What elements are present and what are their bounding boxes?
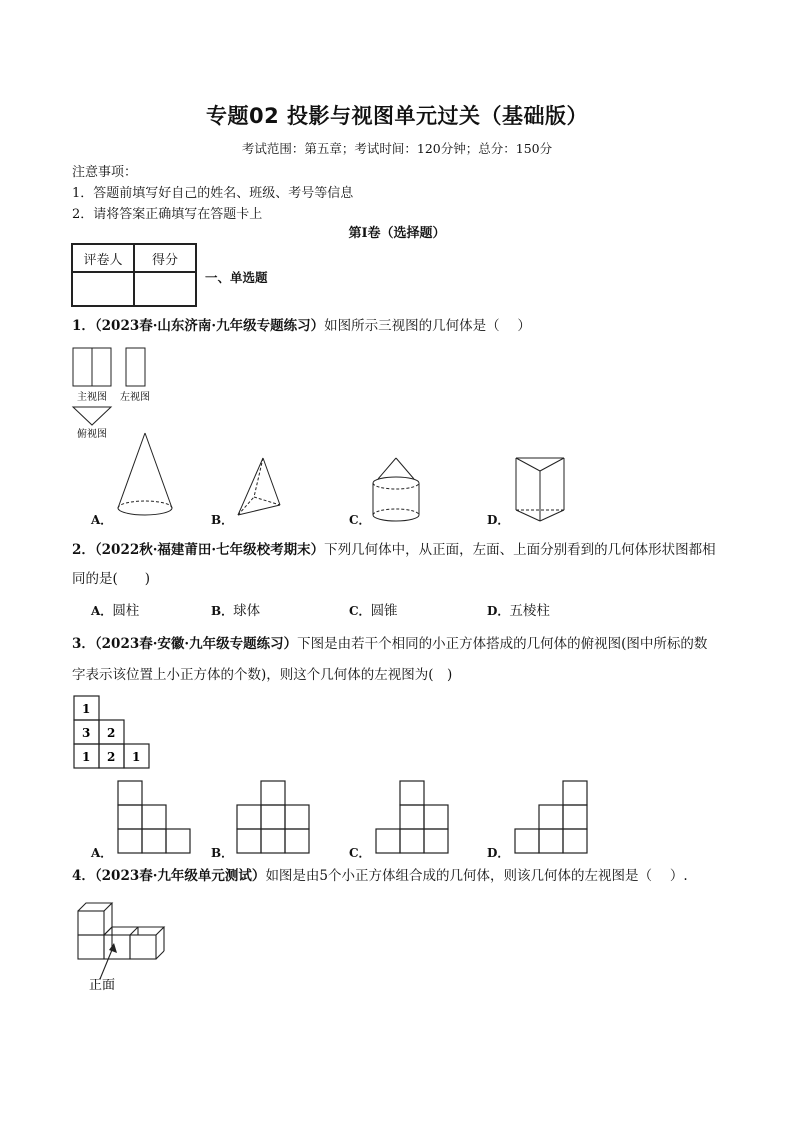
q2-option-a-letter: A． (91, 604, 113, 618)
question-1 (72, 310, 531, 342)
q3-option-d-label[interactable]: D． (487, 846, 510, 860)
q3-grid-number: 2 (107, 726, 116, 740)
notice-heading: 注意事项： (72, 165, 138, 180)
question-4-source: （2023春·九年级单元测试） (94, 868, 266, 884)
q1-option-b-pyramid[interactable] (230, 453, 290, 523)
q4-cube-figure (72, 897, 184, 997)
q3-option-b-figure[interactable] (235, 779, 313, 855)
q2-option-c-text: 圆锥 (370, 603, 398, 619)
score-table-header-score: 得分 (134, 244, 196, 272)
q2-option-d-letter: D． (487, 604, 510, 618)
q3-option-b-label[interactable]: B． (211, 846, 234, 860)
q1-option-d-label[interactable]: D． (487, 513, 510, 527)
q3-top-view-grid (72, 694, 156, 772)
q3-option-a-label[interactable]: A． (91, 846, 113, 860)
notice-item-2: 2．请将答案正确填写在答题卡上 (72, 207, 263, 222)
question-4-text: 如图是由5个小正方体组合成的几何体，则该几何体的左视图是（ ）. (265, 868, 688, 884)
q3-option-d-figure[interactable] (513, 779, 591, 855)
question-3-line-1 (72, 628, 707, 660)
q3-option-c-label[interactable]: C． (349, 846, 371, 860)
q2-option-d[interactable] (487, 595, 550, 627)
q3-option-c-figure[interactable] (374, 779, 452, 855)
question-3-text-2: 字表示该位置上小正方体的个数)，则这个几何体的左视图为( ) (72, 667, 453, 683)
q1-option-d-triangular-prism[interactable] (512, 455, 572, 527)
score-table-header-grader: 评卷人 (72, 244, 134, 272)
section-heading: 第I卷（选择题） (348, 226, 446, 241)
question-2-number: 2． (72, 542, 95, 558)
notice-item-1: 1．答题前填写好自己的姓名、班级、考号等信息 (72, 186, 354, 201)
q1-label-side-view: 左视图 (120, 392, 150, 403)
score-table-cell-score[interactable] (134, 272, 196, 306)
q1-option-c-label[interactable]: C． (349, 513, 371, 527)
question-1-source: （2023春·山东济南·九年级专题练习） (94, 318, 325, 334)
q1-label-front-view: 主视图 (77, 392, 107, 403)
question-1-text: 如图所示三视图的几何体是（ ） (324, 318, 531, 334)
q3-grid-number: 2 (107, 750, 116, 764)
exam-meta: 考试范围：第五章；考试时间：120分钟；总分：150分 (241, 141, 553, 156)
question-2-source: （2022秋·福建莆田·七年级校考期末） (94, 542, 325, 558)
q4-front-label: 正面 (89, 978, 116, 993)
q2-option-c[interactable] (349, 595, 398, 627)
part-title: 一、单选题 (205, 270, 268, 285)
q1-option-a-label[interactable]: A． (91, 513, 113, 527)
q2-option-b-letter: B． (211, 604, 234, 618)
question-2-line-1 (72, 534, 716, 566)
score-table (71, 243, 197, 307)
q3-grid-number: 1 (82, 702, 91, 716)
q1-option-c-cone-on-cylinder[interactable] (368, 455, 428, 525)
q2-option-b[interactable] (211, 595, 260, 627)
q3-option-a-figure[interactable] (116, 779, 194, 855)
q1-option-b-label[interactable]: B． (211, 513, 234, 527)
q2-option-d-text: 五棱柱 (509, 603, 550, 619)
q2-option-b-text: 球体 (233, 603, 261, 619)
question-1-number: 1． (72, 318, 95, 334)
q2-option-a-text: 圆柱 (112, 603, 140, 619)
score-table-cell-grader[interactable] (72, 272, 134, 306)
page-title: 专题02 投影与视图单元过关（基础版） (205, 104, 589, 128)
question-2-text-2: 同的是( ) (72, 571, 151, 587)
question-3-text-1: 下图是由若干个相同的小正方体搭成的几何体的俯视图(图中所标的数 (297, 636, 708, 652)
q3-grid-number: 1 (82, 750, 91, 764)
question-3-number: 3． (72, 636, 95, 652)
q3-grid-number: 3 (82, 726, 91, 740)
q1-three-view-figure (70, 345, 160, 440)
question-3-source: （2023春·安徽·九年级专题练习） (94, 636, 298, 652)
q3-grid-number: 1 (132, 750, 141, 764)
q1-option-a-cone[interactable] (110, 428, 180, 523)
q1-label-top-view: 俯视图 (77, 429, 107, 440)
question-2-text-1: 下列几何体中，从正面，左面、上面分别看到的几何体形状图都相 (324, 542, 716, 558)
question-4 (72, 860, 688, 892)
q2-option-a[interactable] (91, 595, 139, 627)
question-4-number: 4． (72, 868, 95, 884)
q2-option-c-letter: C． (349, 604, 371, 618)
